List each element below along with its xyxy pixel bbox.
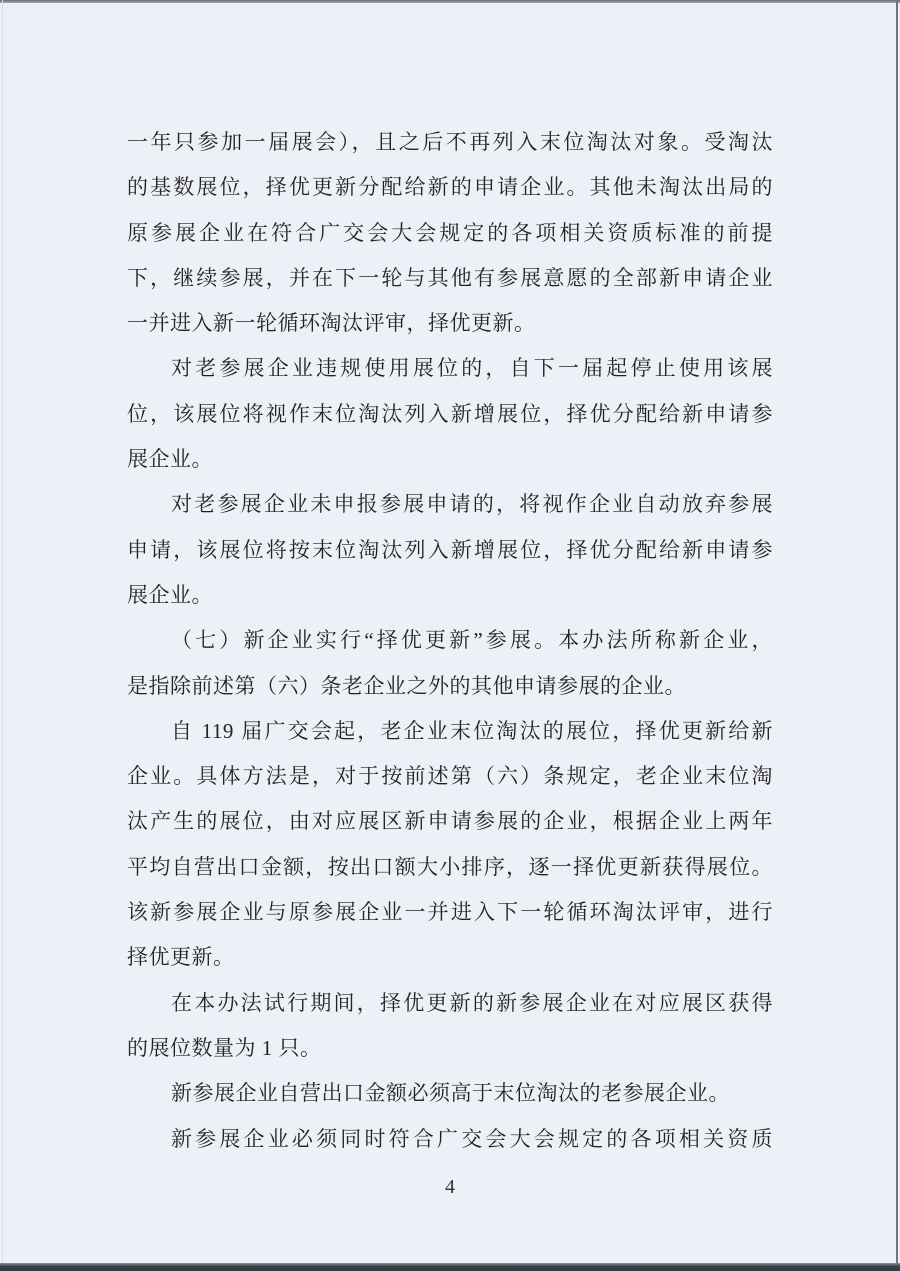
- text-line: 对老参展企业未申报参展申请的，将视作企业自动放弃参展: [171, 492, 773, 517]
- text-line: 该新参展企业与原参展企业一并进入下一轮循环淘汰评审，进行: [127, 900, 773, 925]
- text-line: 位，该展位将视作末位淘汰列入新增展位，择优分配给新申请参: [127, 401, 773, 426]
- scan-edge-left: [2, 0, 3, 1271]
- text-line: 新参展企业自营出口金额必须高于末位淘汰的老参展企业。: [171, 1081, 730, 1106]
- text-line: 一年只参加一届展会），且之后不再列入末位淘汰对象。受淘汰: [127, 130, 773, 154]
- text-line: 展企业。: [127, 582, 213, 607]
- text-line: 展企业。: [127, 447, 213, 472]
- document-body: [127, 120, 773, 1162]
- text-line: 是指除前述第（六）条老企业之外的其他申请参展的企业。: [127, 673, 686, 698]
- text-line: 原参展企业在符合广交会大会规定的各项相关资质标准的前提: [127, 220, 773, 245]
- text-line: 自 119 届广交会起，老企业末位淘汰的展位，择优更新给新: [171, 718, 773, 743]
- text-line: 的展位数量为 1 只。: [127, 1035, 322, 1060]
- page-number: 4: [445, 1176, 455, 1198]
- scan-edge-bottom: [0, 1263, 900, 1271]
- text-line: 平均自营出口金额，按出口额大小排序，逐一择优更新获得展位。: [127, 854, 773, 879]
- scan-edge-right: [896, 0, 898, 1271]
- text-line: 一并进入新一轮循环淘汰评审，择优更新。: [127, 311, 536, 336]
- text-line: 的基数展位，择优更新分配给新的申请企业。其他未淘汰出局的: [127, 175, 773, 200]
- text-line: 对老参展企业违规使用展位的，自下一届起停止使用该展: [171, 356, 773, 381]
- text-line: 择优更新。: [127, 945, 235, 970]
- text-line: 下，继续参展，并在下一轮与其他有参展意愿的全部新申请企业: [127, 265, 773, 290]
- text-line: 汰产生的展位，由对应展区新申请参展的企业，根据企业上两年: [127, 809, 773, 834]
- text-line: 申请，该展位将按末位淘汰列入新增展位，择优分配给新申请参: [127, 537, 773, 562]
- text-line: 企业。具体方法是，对于按前述第（六）条规定，老企业末位淘: [127, 764, 773, 789]
- text-line: （七）新企业实行“择优更新”参展。本办法所称新企业，: [171, 628, 773, 653]
- text-line: 新参展企业必须同时符合广交会大会规定的各项相关资质: [171, 1126, 773, 1151]
- text-line: 在本办法试行期间，择优更新的新参展企业在对应展区获得: [171, 990, 773, 1015]
- scan-edge-top: [0, 0, 900, 3]
